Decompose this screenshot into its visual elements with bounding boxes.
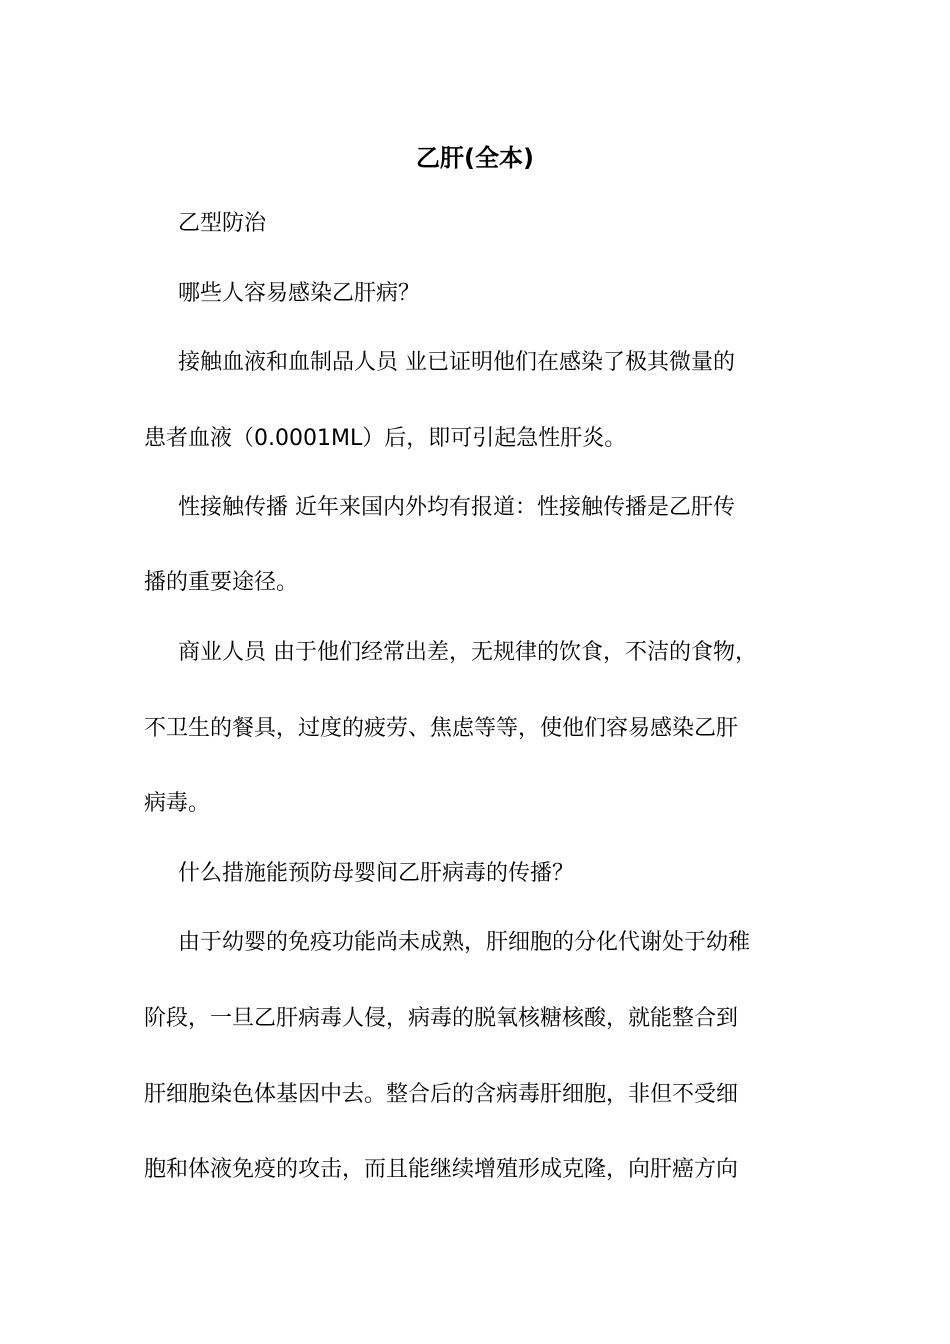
paragraph-line: 胞和体液免疫的攻击，而且能继续增殖形成克隆，向肝癌方向 xyxy=(144,1157,739,1182)
paragraph-line: 播的重要途径。 xyxy=(144,570,299,595)
paragraph-line: 阶段，一旦乙肝病毒人侵，病毒的脱氧核糖核酸，就能整合到 xyxy=(144,1006,739,1031)
section-heading: 乙型防治 xyxy=(178,211,267,236)
document-title: 乙肝(全本) xyxy=(416,144,534,172)
paragraph-line: 接触血液和血制品人员 业已证明他们在感染了极其微量的 xyxy=(178,350,735,375)
paragraph-line: 不卫生的餐具，过度的疲劳、焦虑等等，使他们容易感染乙肝 xyxy=(144,716,739,741)
paragraph-line: 由于幼婴的免疫功能尚未成熟，肝细胞的分化代谢处于幼稚 xyxy=(178,930,751,955)
paragraph-line: 病毒。 xyxy=(144,791,211,816)
paragraph-line: 肝细胞染色体基因中去。整合后的含病毒肝细胞，非但不受细 xyxy=(144,1082,739,1107)
paragraph-line: 患者血液（0.0001ML）后，即可引起急性肝炎。 xyxy=(144,426,627,451)
question-heading: 哪些人容易感染乙肝病？ xyxy=(178,281,421,306)
paragraph-line: 性接触传播 近年来国内外均有报道：性接触传播是乙肝传 xyxy=(178,495,735,520)
paragraph-line: 商业人员 由于他们经常出差，无规律的饮食，不洁的食物， xyxy=(178,640,757,665)
question-heading: 什么措施能预防母婴间乙肝病毒的传播？ xyxy=(178,861,575,886)
